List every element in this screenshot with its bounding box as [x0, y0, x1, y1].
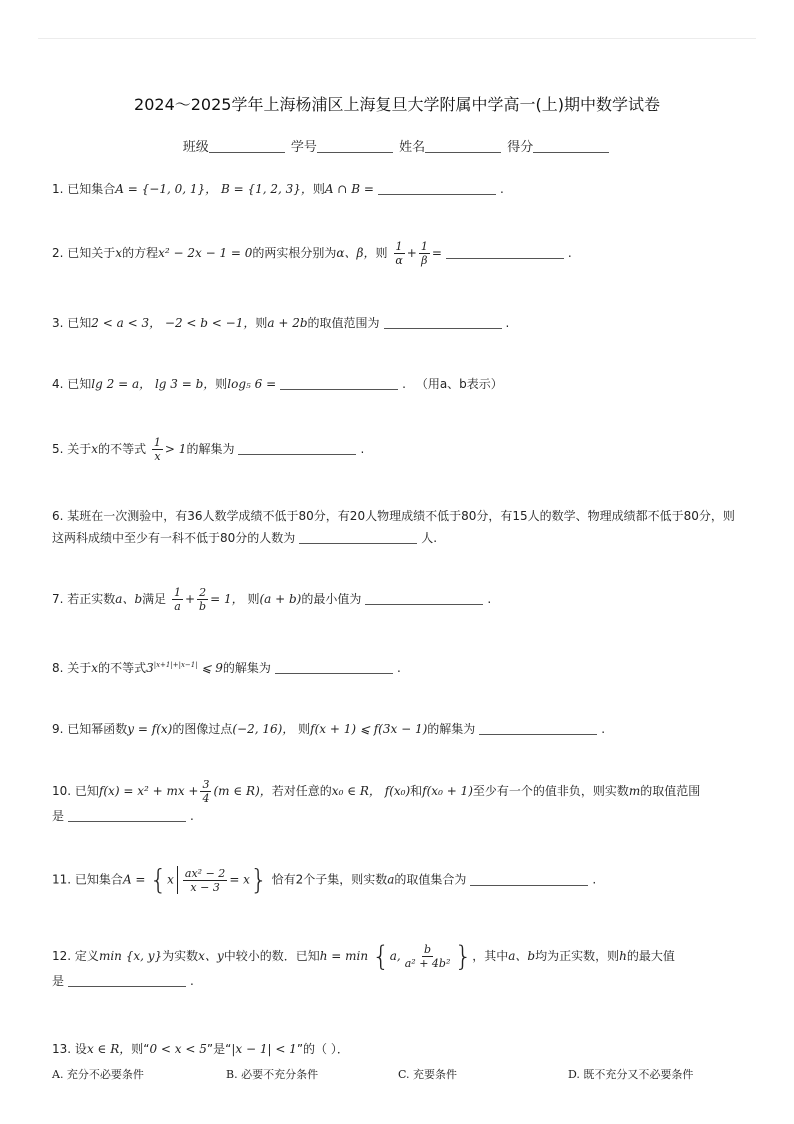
id-blank[interactable] [317, 152, 393, 153]
fraction-1-beta: $\frac{1}{\beta}$ [420, 240, 428, 267]
option-c[interactable]: C. 充要条件 [398, 1068, 458, 1081]
option-d[interactable]: D. 既不充分又不必要条件 [568, 1068, 694, 1081]
question-11: 11. 已知集合A = {x $\frac{\text{ax² − 2}}{x - 3}$ = x} 恰有2个子集，则实数a的取值集合为 . [52, 863, 597, 896]
answer-blank-4[interactable] [280, 389, 398, 390]
option-b[interactable]: B. 必要不充分条件 [226, 1068, 319, 1081]
right-brace: } [249, 863, 268, 896]
question-3: 3. 已知2 < a < 3， −2 < b < −1，则a + 2b的取值范围为 . [52, 316, 510, 330]
question-1: 1. 已知集合A = {−1, 0, 1}， B = {1, 2, 3}，则A ∩ B = . [52, 182, 504, 196]
set-builder-fraction: $\frac{\text{ax² − 2}}{x - 3}$ [184, 866, 226, 894]
question-6: 6. 某班在一次测验中，有36人数学成绩不低于80分，有20人物理成绩不低于80分，有15人的数学、物理成绩都不低于80分，则 这两科成绩中至少有一科不低于80分的人数为 人. [52, 509, 735, 545]
question-2: 2. 已知关于x的方程x² − 2x − 1 = 0的两实根分别为α、β，则 $\frac{1}{\alpha}$ + $\frac{1}{\beta}$ = . [52, 240, 572, 267]
set-builder-bar [177, 866, 178, 894]
id-label: 学号 [290, 140, 317, 155]
answer-blank-1[interactable] [378, 194, 496, 195]
question-5: 5. 关于x的不等式 $\frac{1}{x}$ > 1的解集为 . [52, 436, 365, 463]
answer-blank-5[interactable] [238, 454, 356, 455]
answer-blank-8[interactable] [275, 673, 393, 674]
answer-blank-3[interactable] [384, 328, 502, 329]
answer-blank-10[interactable] [68, 821, 186, 822]
min-fraction: $\frac{b}{\text{a² + 4b²}}$ [404, 943, 451, 970]
student-info-line [0, 136, 794, 155]
answer-blank-6[interactable] [299, 543, 417, 544]
answer-blank-12[interactable] [68, 986, 186, 987]
answer-blank-7[interactable] [365, 604, 483, 605]
question-4: 4. 已知lg 2 = a， lg 3 = b，则log₅ 6 = . （用a、b表示） [52, 377, 503, 391]
fraction-1-over-x: $\frac{1}{x}$ [153, 436, 161, 463]
name-blank[interactable] [425, 152, 501, 153]
top-rule [38, 38, 756, 39]
score-blank[interactable] [533, 152, 609, 153]
question-13: 13. 设x ∈ R，则“0 < x < 5”是“|x − 1| < 1”的（ ）． [52, 1042, 349, 1056]
question-10: 10. 已知f(x) = x² + mx + $\frac{3}{4}$ (m ∈ R)，若对任意的x₀ ∈ R， f(x₀)和f(x₀ + 1)至少有一个的值非负，则实数m的取值范围 是 . [52, 778, 701, 823]
class-label: 班级 [182, 140, 209, 155]
fraction-1-over-a: $\frac{1}{a}$ [173, 586, 181, 613]
option-a[interactable]: A. 充分不必要条件 [52, 1068, 144, 1081]
question-7: 7. 若正实数a、b满足 $\frac{1}{a}$ + $\frac{2}{b}$ = 1， 则(a + b)的最小值为 . [52, 586, 492, 613]
answer-blank-9[interactable] [479, 734, 597, 735]
class-blank[interactable] [209, 152, 285, 153]
question-8: 8. 关于x的不等式$3^{|x+1|+|x-1|}$ ⩽ 9的解集为 . [52, 661, 401, 675]
fraction-1-alpha: $\frac{1}{\alpha}$ [395, 240, 403, 267]
score-label: 得分 [507, 140, 534, 155]
question-12: 12. 定义min {x, y}为实数x、y中较小的数．已知h = min {a, $\frac{b}{\text{a² + 4b²}}$ }，其中a、b均为正实数，则h的最大值 是 . [52, 939, 675, 988]
min-left-brace: { [371, 939, 390, 973]
min-right-brace: } [454, 939, 473, 973]
answer-blank-11[interactable] [470, 885, 588, 886]
page-title: 2024～2025学年上海杨浦区上海复旦大学附属中学高一(上)期中数学试卷 [134, 95, 660, 114]
left-brace: { [149, 863, 168, 896]
fraction-2-over-b: $\frac{2}{b}$ [199, 586, 207, 613]
fraction-3-over-4: $\frac{3}{4}$ [202, 778, 210, 805]
answer-blank-2[interactable] [446, 258, 564, 259]
question-9: 9. 已知幂函数y = f(x)的图像过点(−2, 16)， 则f(x + 1) ⩽ f(3x − 1)的解集为 . [52, 722, 606, 736]
name-label: 姓名 [399, 140, 426, 155]
